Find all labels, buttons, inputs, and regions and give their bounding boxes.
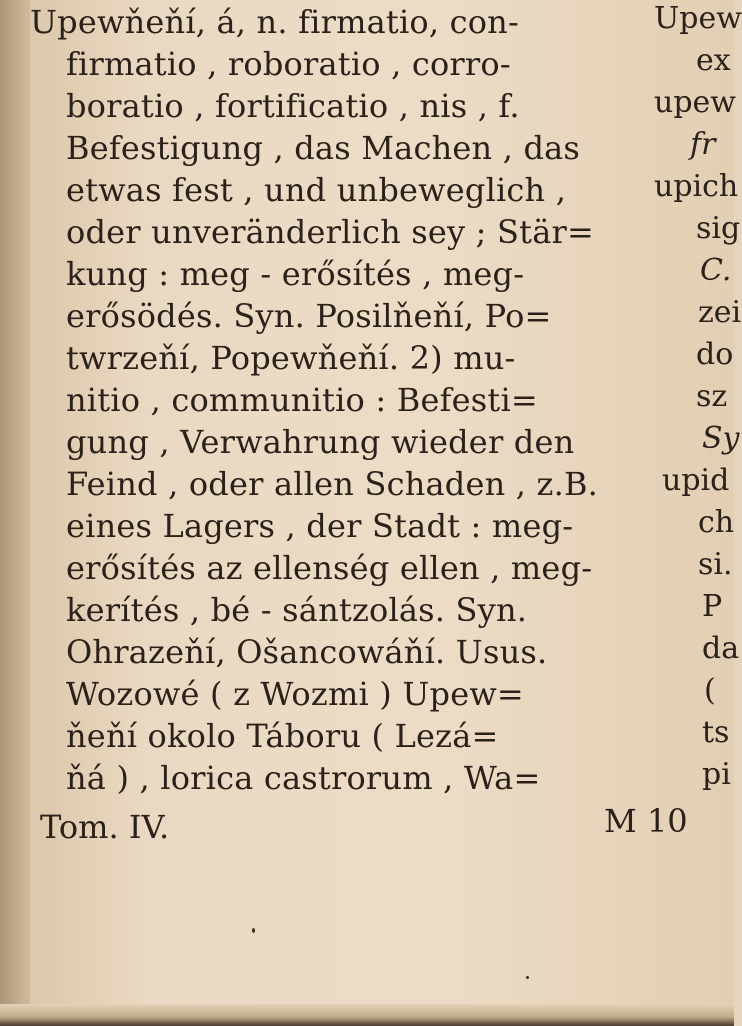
adjacent-text-line: ts xyxy=(702,715,730,750)
adjacent-text-line: da xyxy=(702,631,740,666)
volume-signature: Tom. IV. xyxy=(40,808,170,846)
adjacent-text-line: Upew xyxy=(654,1,742,36)
text-line: etwas fest , und unbeweglich , xyxy=(66,171,567,209)
adjacent-text-line: sig xyxy=(696,211,741,246)
text-line: ňá ) , lorica castrorum , Wa= xyxy=(66,759,541,797)
text-line: boratio , fortificatio , nis , f. xyxy=(66,87,520,125)
text-line: erősítés az ellenség ellen , meg- xyxy=(66,549,593,587)
adjacent-text-line: Sy xyxy=(702,421,740,456)
text-line: twrzeňí, Popewňeňí. 2) mu- xyxy=(66,339,516,377)
text-line: Upewňeňí, á, n. firmatio, con- xyxy=(30,3,519,41)
text-line: firmatio , roboratio , corro- xyxy=(66,45,511,83)
text-line: Befestigung , das Machen , das xyxy=(66,129,581,167)
text-line: erősödés. Syn. Posilňeňí, Po= xyxy=(66,297,552,335)
page-bottom-edge xyxy=(0,1004,734,1026)
adjacent-text-line: upew xyxy=(654,85,736,120)
adjacent-text-line: do xyxy=(696,337,734,372)
text-line: nitio , communitio : Befesti= xyxy=(66,381,538,419)
adjacent-text-line: P xyxy=(702,589,723,624)
adjacent-text-line: sz xyxy=(696,379,728,414)
adjacent-text-line: pi xyxy=(702,757,731,792)
adjacent-text-line: ( xyxy=(704,673,716,708)
text-line: kung : meg - erősítés , meg- xyxy=(66,255,525,293)
adjacent-text-line: zei xyxy=(698,295,742,330)
text-line: Feind , oder allen Schaden , z.B. xyxy=(66,465,599,503)
paper-speck xyxy=(252,928,255,933)
text-line: Wozowé ( z Wozmi ) Upew= xyxy=(66,675,524,713)
adjacent-text-line: C. xyxy=(700,253,732,288)
adjacent-text-line: fr xyxy=(690,127,716,162)
adjacent-text-line: si. xyxy=(698,547,733,582)
paper-speck xyxy=(526,976,529,979)
adjacent-column-cropped xyxy=(652,0,742,800)
text-line: eines Lagers , der Stadt : meg- xyxy=(66,507,574,545)
text-line: ňeňí okolo Táboru ( Lezá= xyxy=(66,717,499,755)
adjacent-text-line: upich xyxy=(654,169,739,204)
adjacent-text-line: ex xyxy=(696,43,731,78)
text-line: Ohrazeňí, Ošancowáňí. Usus. xyxy=(66,633,548,671)
text-line: kerítés , bé - sántzolás. Syn. xyxy=(66,591,528,629)
gathering-signature: M 10 xyxy=(604,802,688,840)
adjacent-text-line: upid xyxy=(662,463,730,498)
text-line: gung , Verwahrung wieder den xyxy=(66,423,575,461)
text-line: oder unveränderlich sey ; Stär= xyxy=(66,213,594,251)
adjacent-text-line: ch xyxy=(698,505,735,540)
